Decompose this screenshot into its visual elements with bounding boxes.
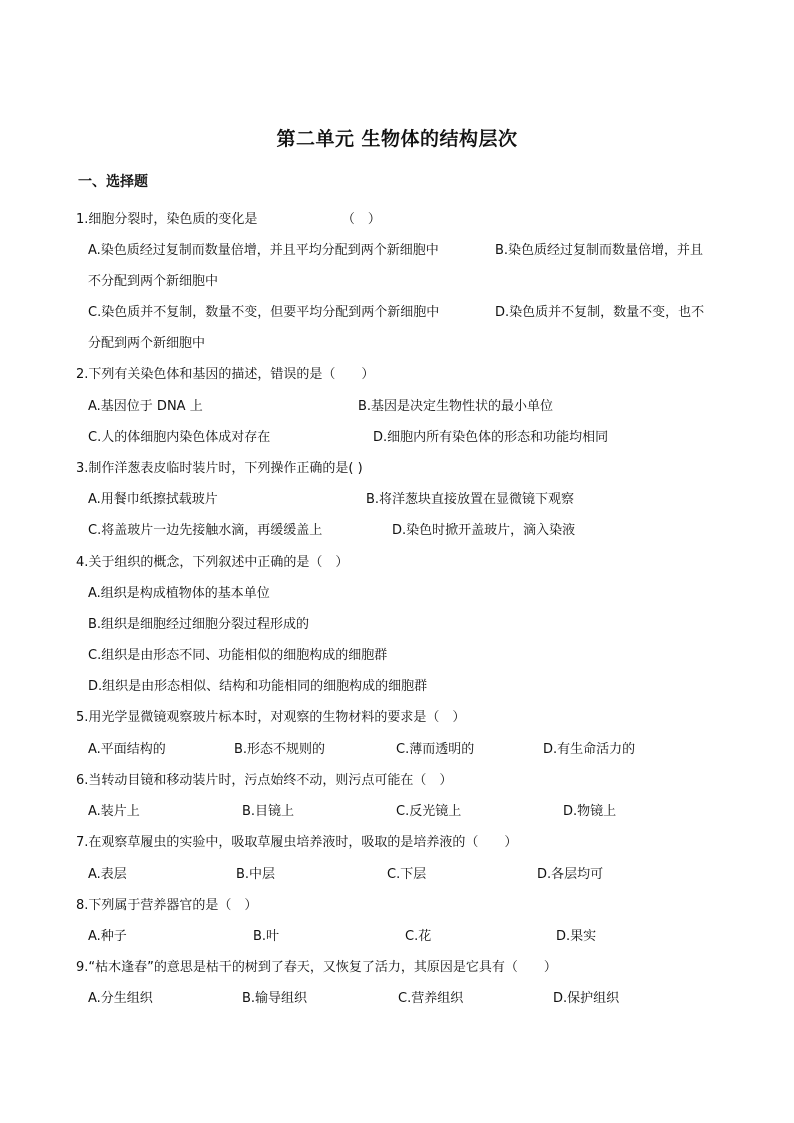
option-d: D.有生命活力的 [543,742,636,757]
option-c: C.将盖玻片一边先接触水滴，再缓缓盖上 [88,523,323,538]
option-a: A.表层 [88,867,127,882]
option-a: A.基因位于 DNA 上 [88,399,203,414]
option-d: D.果实 [556,929,597,944]
option-b: B.中层 [236,867,276,882]
option-continuation: 分配到两个新细胞中 [88,336,206,351]
option-d: D.组织是由形态相似、结构和功能相同的细胞构成的细胞群 [88,679,428,694]
question-stem: 6.当转动目镜和移动装片时，污点始终不动，则污点可能在（ ） [76,773,453,788]
option-c: C.组织是由形态不同、功能相似的细胞构成的细胞群 [88,648,388,663]
question-stem: 3.制作洋葱表皮临时装片时，下列操作正确的是( ) [76,461,363,476]
option-a: A.染色质经过复制而数量倍增，并且平均分配到两个新细胞中 [88,243,439,258]
option-b: B.输导组织 [242,991,308,1006]
option-d: D.染色质并不复制，数量不变，也不 [495,305,705,320]
option-d: D.物镜上 [563,804,617,819]
option-a: A.用餐巾纸擦拭载玻片 [88,492,218,507]
option-b: B.组织是细胞经过细胞分裂过程形成的 [88,617,310,632]
option-c: C.下层 [387,867,427,882]
option-b: B.基因是决定生物性状的最小单位 [358,399,554,414]
option-continuation: 不分配到两个新细胞中 [88,274,219,289]
option-d: D.细胞内所有染色体的形态和功能均相同 [373,430,609,445]
option-b: B.将洋葱块直接放置在显微镜下观察 [366,492,575,507]
option-d: D.染色时掀开盖玻片，滴入染液 [392,523,576,538]
option-a: A.种子 [88,929,127,944]
option-d: D.各层均可 [537,867,604,882]
option-c: C.反光镜上 [396,804,462,819]
option-c: C.染色质并不复制，数量不变，但要平均分配到两个新细胞中 [88,305,440,320]
option-a: A.装片上 [88,804,140,819]
option-b: B.形态不规则的 [234,742,326,757]
option-a: A.组织是构成植物体的基本单位 [88,586,270,601]
question-stem: 1.细胞分裂时，染色质的变化是 （ ） [76,212,381,227]
option-c: C.花 [405,929,432,944]
question-stem: 4.关于组织的概念，下列叙述中正确的是（ ） [76,555,349,570]
section-heading: 一、选择题 [78,174,148,190]
question-stem: 9.“枯木逢春”的意思是枯干的树到了春天，又恢复了活力，其原因是它具有（ ） [76,960,557,975]
question-stem: 7.在观察草履虫的实验中，吸取草履虫培养液时，吸取的是培养液的（ ） [76,835,518,850]
question-stem: 8.下列属于营养器官的是（ ） [76,898,258,913]
page-title: 第二单元 生物体的结构层次 [276,128,518,150]
question-stem: 2.下列有关染色体和基因的描述，错误的是（ ） [76,367,375,382]
option-b: B.目镜上 [242,804,295,819]
option-c: C.人的体细胞内染色体成对存在 [88,430,271,445]
question-stem: 5.用光学显微镜观察玻片标本时，对观察的生物材料的要求是（ ） [76,710,466,725]
option-c: C.薄而透明的 [396,742,475,757]
option-d: D.保护组织 [553,991,620,1006]
option-a: A.分生组织 [88,991,153,1006]
option-b: B.叶 [253,929,280,944]
option-b: B.染色质经过复制而数量倍增，并且 [495,243,704,258]
option-a: A.平面结构的 [88,742,166,757]
option-c: C.营养组织 [398,991,464,1006]
